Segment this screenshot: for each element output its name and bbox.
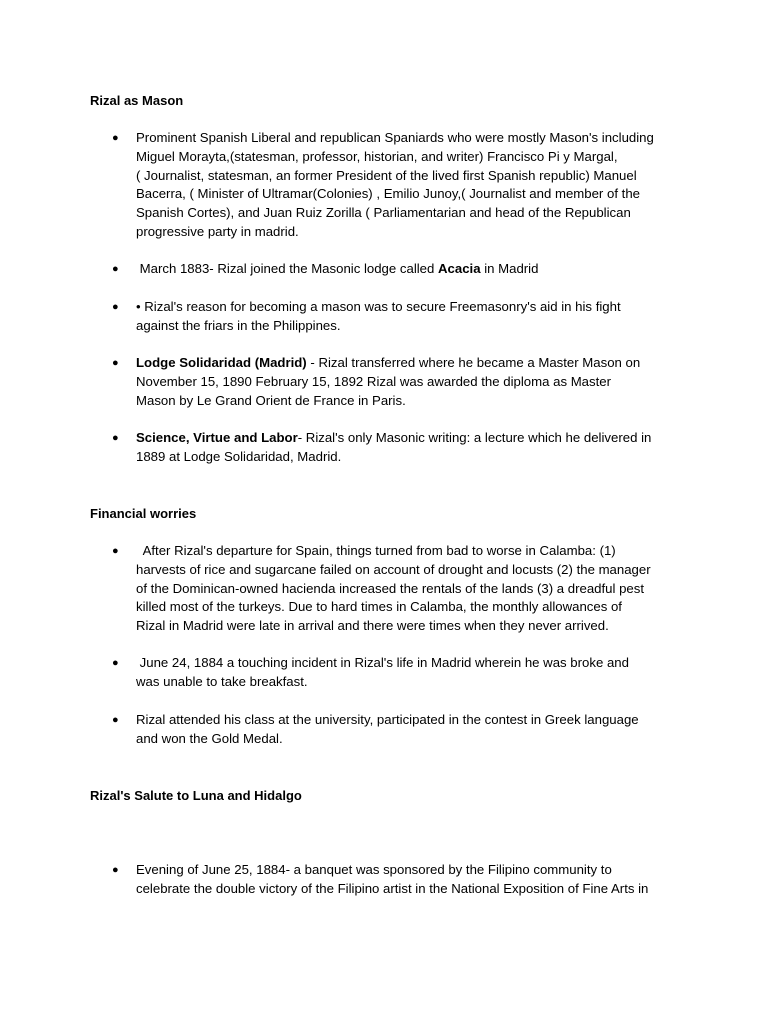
text-line: Rizal in Madrid were late in arrival and there were times when they never arrived. — [136, 618, 609, 634]
text-line: • Rizal's reason for becoming a mason was to secure Freemasonry's aid in his fight — [136, 299, 621, 314]
text-line: Prominent Spanish Liberal and republican Spaniards who were mostly Mason's including — [136, 130, 654, 145]
text-line: of the Dominican-owned hacienda increased the rentals of the lands (3) a dreadful pest — [136, 580, 645, 596]
list-item — [112, 298, 681, 336]
text-line: and won the Gold Medal. — [136, 730, 283, 746]
list-item — [112, 354, 681, 410]
text-line: was unable to take breakfast. — [136, 673, 308, 689]
text-line: progressive party in madrid. — [136, 223, 299, 239]
text-line: killed most of the turkeys. Due to hard times in Calamba, the monthly allowances of — [136, 599, 622, 615]
text-run: - Rizal's only Masonic writing: a lecture which he delivered in — [297, 430, 652, 445]
text-line: Mason by Le Grand Orient de France in Paris. — [136, 392, 406, 408]
text-run: March 1883- Rizal joined the Masonic lodge called — [136, 261, 439, 276]
list-item — [112, 129, 681, 242]
text-line: 1889 at Lodge Solidaridad, Madrid. — [136, 448, 342, 464]
bullet-icon: ● — [112, 301, 119, 313]
bullet-icon: ● — [112, 864, 119, 876]
bullet-icon: ● — [112, 432, 119, 444]
text-line: November 15, 1890 February 15, 1892 Rizal was awarded the diploma as Master — [136, 373, 612, 389]
bold-term: Acacia — [438, 261, 481, 276]
text-line: Bacerra, ( Minister of Ultramar(Colonies) , Emilio Junoy,( Journalist and member of the — [136, 186, 640, 202]
section-heading-rizal-as-mason: Rizal as Mason — [90, 93, 184, 108]
text-line: Miguel Morayta,(statesman, professor, historian, and writer) Francisco Pi y Margal, — [136, 148, 618, 164]
section-heading-financial-worries: Financial worries — [90, 506, 197, 521]
text-run: in Madrid — [480, 261, 539, 276]
bold-term: Science, Virtue and Labor — [136, 430, 298, 445]
text-line: harvests of rice and sugarcane failed on account of drought and locusts (2) the manager — [136, 561, 651, 577]
text-line: Evening of June 25, 1884- a banquet was sponsored by the Filipino community to — [136, 862, 612, 877]
section-heading-rizals-salute: Rizal's Salute to Luna and Hidalgo — [90, 788, 302, 803]
text-run: - Rizal transferred where he became a Master Mason on — [306, 355, 641, 370]
text-line: June 24, 1884 a touching incident in Rizal's life in Madrid wherein he was broke and — [136, 655, 629, 670]
text-line: Spanish Cortes), and Juan Ruiz Zorilla ( Parliamentarian and head of the Republican — [136, 205, 631, 221]
bullet-icon: ● — [112, 545, 119, 557]
bold-term: Lodge Solidaridad (Madrid) — [136, 355, 307, 370]
bullet-icon: ● — [112, 263, 119, 275]
list-item — [112, 711, 681, 749]
list-item — [112, 654, 681, 692]
list-item — [112, 260, 681, 279]
text-line: against the friars in the Philippines. — [136, 317, 341, 333]
text-line: celebrate the double victory of the Filipino artist in the National Exposition of Fine Arts in — [136, 880, 649, 896]
text-line: ( Journalist, statesman, an former President of the lived first Spanish republic) Manuel — [136, 167, 637, 183]
text-line: Rizal attended his class at the university, participated in the contest in Greek language — [136, 712, 639, 727]
bullet-icon: ● — [112, 657, 119, 669]
list-item — [112, 861, 681, 899]
list-item — [112, 429, 681, 467]
bullet-icon: ● — [112, 714, 119, 726]
list-item — [112, 542, 681, 636]
text-line: After Rizal's departure for Spain, things turned from bad to worse in Calamba: (1) — [136, 543, 616, 558]
bullet-icon: ● — [112, 132, 119, 144]
bullet-icon: ● — [112, 357, 119, 369]
